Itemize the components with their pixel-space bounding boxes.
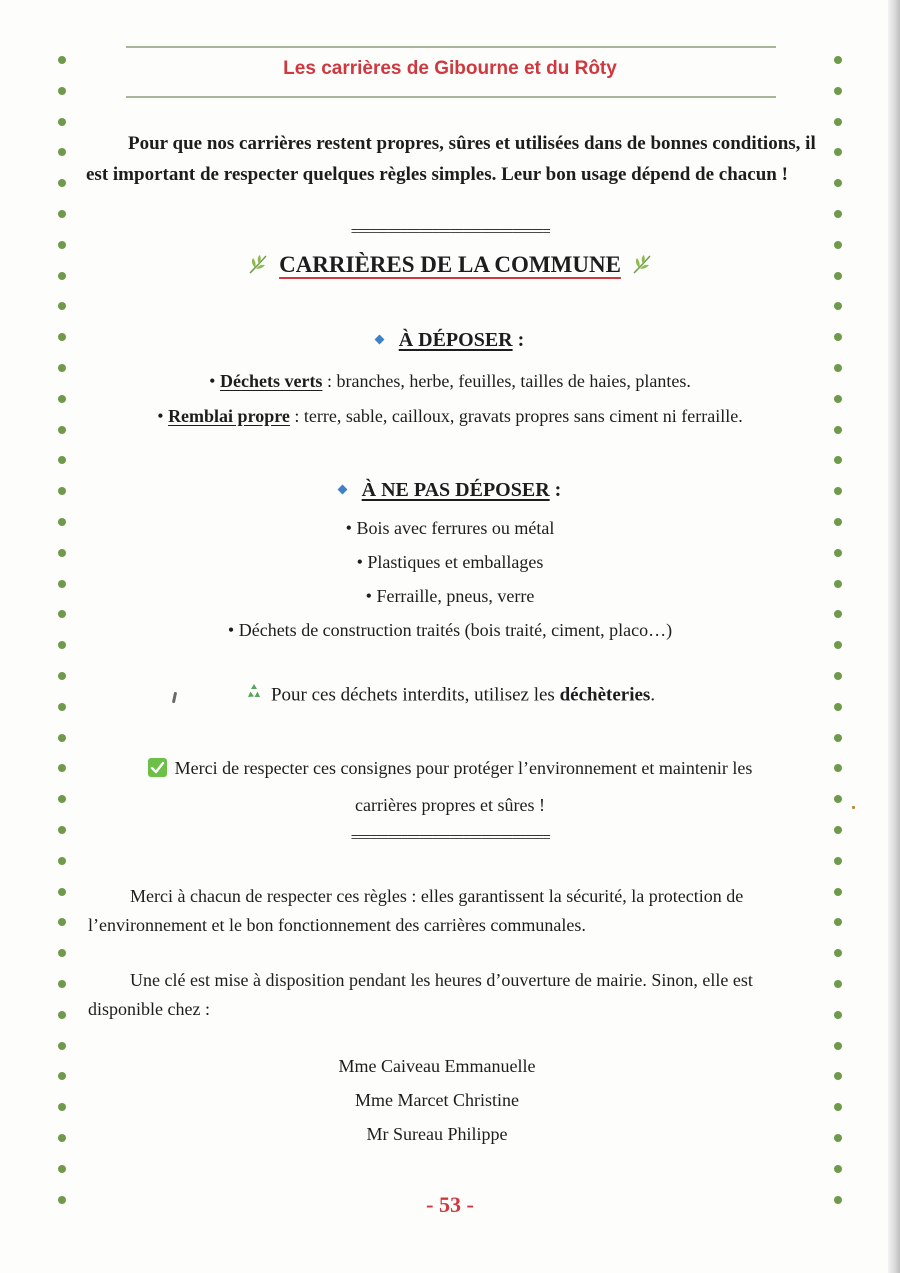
- border-dot: [834, 210, 842, 218]
- border-dot: [834, 980, 842, 988]
- border-dot: [834, 148, 842, 156]
- border-dot: [58, 980, 66, 988]
- border-dot: [58, 395, 66, 403]
- no-deposit-item: • Bois avec ferrures ou métal: [345, 518, 555, 538]
- border-dot: [834, 918, 842, 926]
- border-dot: [58, 1165, 66, 1173]
- diamond-bullet-icon: [337, 484, 347, 494]
- border-dot: [834, 395, 842, 403]
- no-deposit-heading: [0, 479, 900, 502]
- deposit-item: • Déchets verts : branches, herbe, feuilles, tailles de haies, plantes.: [209, 371, 691, 391]
- waste-note: [0, 684, 900, 708]
- leaf-icon: [247, 253, 269, 281]
- border-dot: [834, 672, 842, 680]
- scan-speck: [852, 806, 855, 809]
- waste-note-prefix: Pour ces déchets interdits, utilisez les: [270, 684, 560, 706]
- header-rule-bottom: [126, 96, 776, 98]
- border-dot: [834, 857, 842, 865]
- border-dot: [58, 857, 66, 865]
- deposit-heading: [0, 329, 900, 352]
- border-dot: [58, 734, 66, 742]
- thanks-line-1-text: Merci de respecter ces consignes pour protéger l’environnement et maintenir les: [174, 758, 753, 778]
- border-dot: [834, 888, 842, 896]
- diamond-bullet-icon: [374, 334, 384, 344]
- header-rule-top: [126, 46, 776, 48]
- border-dot: [58, 610, 66, 618]
- contact-name: Mme Marcet Christine: [355, 1090, 519, 1110]
- deposit-heading-text: À DÉPOSER: [398, 329, 513, 351]
- leaf-icon: [631, 253, 653, 281]
- border-dot: [58, 1011, 66, 1019]
- border-dot: [58, 302, 66, 310]
- border-dot: [834, 610, 842, 618]
- separator-top: ================================: [350, 224, 550, 239]
- no-deposit-item: • Ferraille, pneus, verre: [365, 586, 535, 606]
- border-dot: [834, 641, 842, 649]
- border-dot: [58, 179, 66, 187]
- section-title-text: CARRIÈRES DE LA COMMUNE: [279, 252, 621, 277]
- border-dot: [834, 87, 842, 95]
- no-deposit-item-text: Plastiques et emballages: [367, 552, 544, 572]
- closing-paragraph: Merci à chacun de respecter ces règles : elles garantissent la sécurité, la protection de l’environnement et le bon fonctionnement des carrières communales.: [88, 886, 744, 935]
- border-dot: [58, 949, 66, 957]
- border-dot: [834, 456, 842, 464]
- deposit-item-label: Remblai propre: [168, 406, 290, 426]
- intro-paragraph: Pour que nos carrières restent propres, sûres et utilisées dans de bonnes conditions, il est important de respecter quelques règles simples. Leur bon usage dépend de chacun !: [86, 133, 816, 185]
- deposit-heading-colon: :: [512, 329, 525, 351]
- no-deposit-item-text: Déchets de construction traités (bois traité, ciment, placo…): [238, 620, 673, 640]
- border-dot: [58, 241, 66, 249]
- border-dot: [834, 241, 842, 249]
- border-dot: [834, 1011, 842, 1019]
- border-dot: [834, 1042, 842, 1050]
- deposit-item-text: : terre, sable, cailloux, gravats propres sans ciment ni ferraille.: [289, 406, 743, 426]
- deposit-item: • Remblai propre : terre, sable, cailloux, gravats propres sans ciment ni ferraille.: [157, 406, 743, 426]
- border-dot: [834, 949, 842, 957]
- border-dot: [834, 1165, 842, 1173]
- thanks-line-1: [0, 758, 900, 779]
- section-title: [0, 252, 900, 281]
- border-dot: [58, 672, 66, 680]
- waste-note-bold: déchèteries: [559, 684, 651, 706]
- recycle-icon: [245, 682, 263, 706]
- no-deposit-item-text: Bois avec ferrures ou métal: [356, 518, 555, 538]
- no-deposit-item: • Plastiques et emballages: [356, 552, 544, 572]
- check-icon: [148, 758, 167, 777]
- deposit-item-label: Déchets verts: [219, 371, 323, 391]
- border-dot: [834, 302, 842, 310]
- border-dot: [58, 888, 66, 896]
- thanks-line-2: carrières propres et sûres !: [355, 795, 545, 815]
- border-dot: [58, 148, 66, 156]
- border-dot: [58, 918, 66, 926]
- border-dot: [58, 456, 66, 464]
- contact-name: Mr Sureau Philippe: [366, 1124, 508, 1144]
- header-title: Les carrières de Gibourne et du Rôty: [283, 58, 617, 79]
- key-info-paragraph: Une clé est mise à disposition pendant les heures d’ouverture de mairie. Sinon, elle est disponible chez :: [88, 970, 753, 1019]
- border-dot: [58, 641, 66, 649]
- no-deposit-heading-text: À NE PAS DÉPOSER: [361, 479, 550, 501]
- border-dot: [58, 87, 66, 95]
- contact-name: Mme Caiveau Emmanuelle: [338, 1056, 536, 1076]
- waste-note-suffix: .: [650, 684, 656, 706]
- border-dot: [834, 179, 842, 187]
- separator-bottom: ================================: [350, 830, 550, 845]
- no-deposit-heading-colon: :: [549, 479, 562, 501]
- deposit-item-text: : branches, herbe, feuilles, tailles de haies, plantes.: [322, 371, 691, 391]
- border-dot: [58, 118, 66, 126]
- border-dot: [834, 118, 842, 126]
- border-dot: [58, 210, 66, 218]
- border-dot: [834, 734, 842, 742]
- no-deposit-item-text: Ferraille, pneus, verre: [376, 586, 535, 606]
- no-deposit-item: • Déchets de construction traités (bois traité, ciment, placo…): [227, 620, 673, 640]
- border-dot: [58, 1042, 66, 1050]
- page-number: - 53 -: [426, 1192, 474, 1217]
